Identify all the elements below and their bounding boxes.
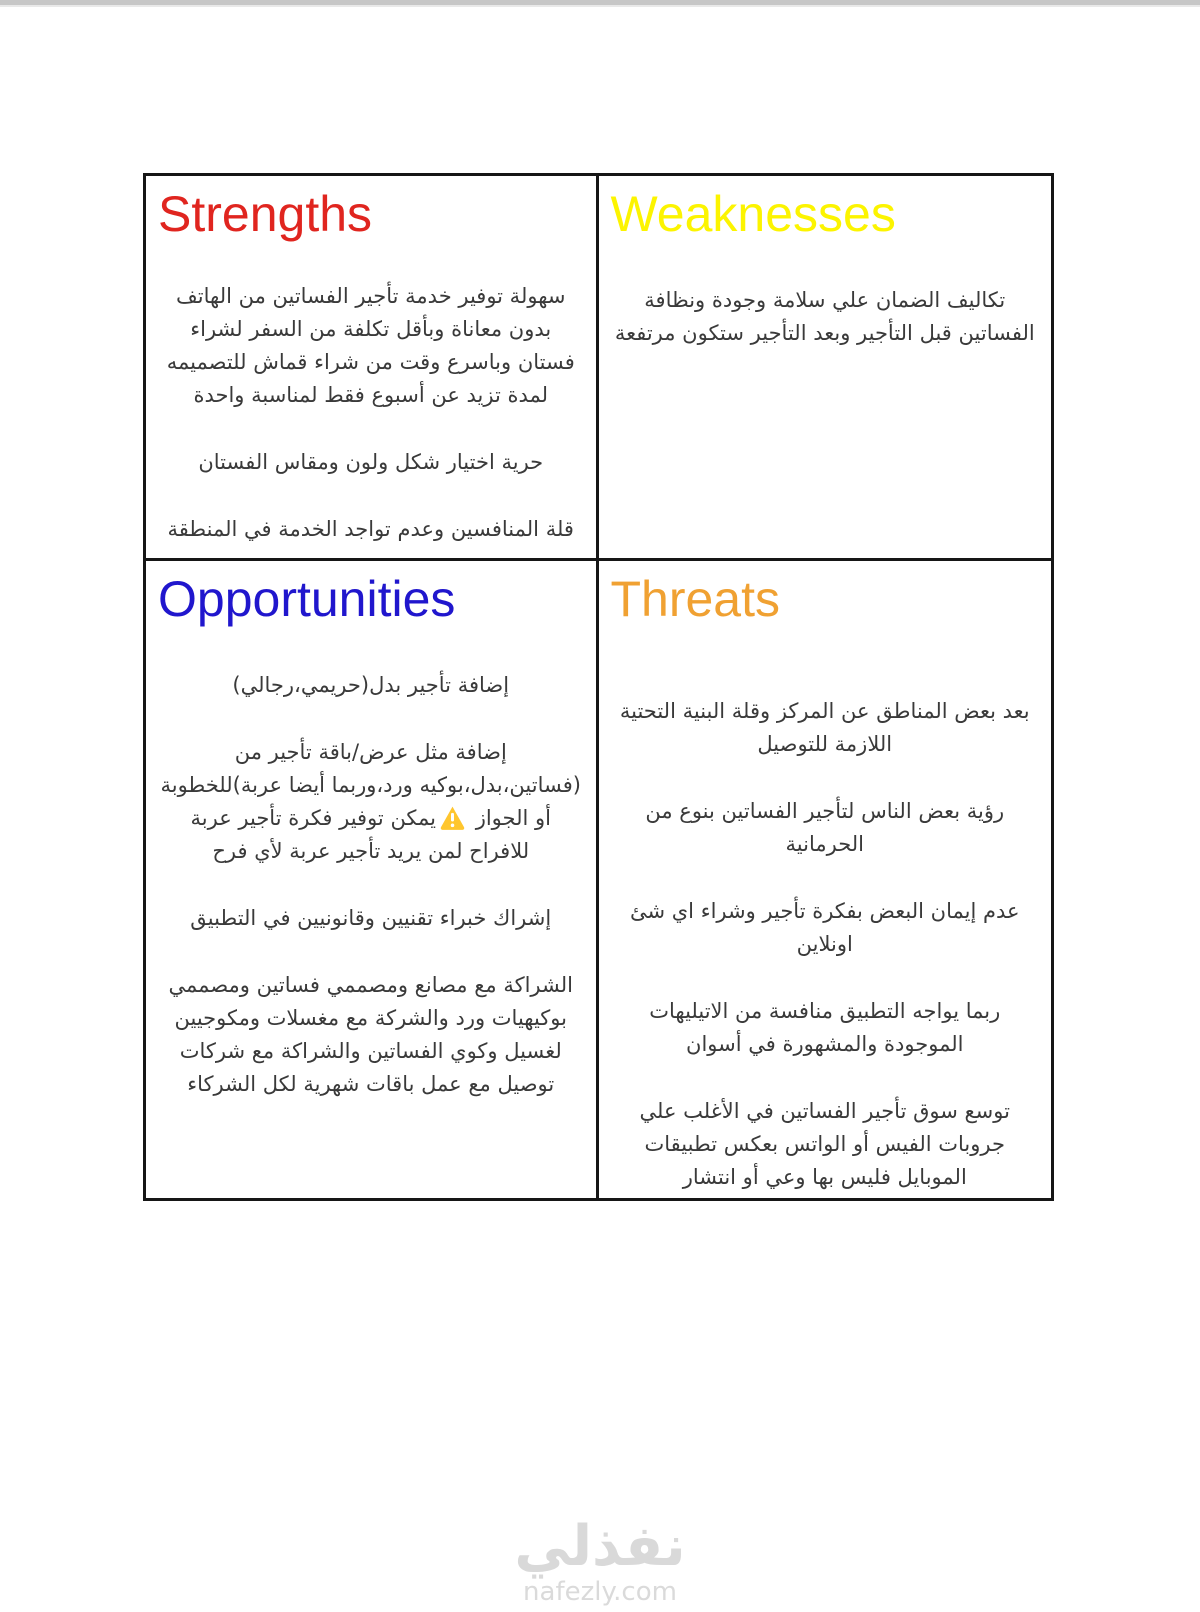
paragraph: إضافة مثل عرض/باقة تأجير من (فساتين،بدل،بوكيه ورد،وربما أيضا عربة)للخطوبة أو الجواز يمكن توفير فكرة تأجير عربة للافراح لمن يريد تأجير عربة لأي فرح — [160, 740, 581, 863]
quadrant-title-strengths: Strengths — [158, 186, 373, 242]
quadrant-strengths — [146, 176, 599, 561]
quadrant-title-threats: Threats — [610, 571, 781, 627]
paragraph: قلة المنافسين وعدم تواجد الخدمة في المنطقة — [167, 517, 574, 541]
swot-table — [143, 173, 1054, 1201]
paragraph: بعد بعض المناطق عن المركز وقلة البنية التحتية اللازمة للتوصيل — [619, 699, 1030, 756]
quadrant-body-threats — [599, 695, 1052, 1194]
warning-icon — [439, 805, 466, 830]
paragraph: إشراك خبراء تقنيين وقانونيين في التطبيق — [190, 906, 552, 930]
quadrant-title-opportunities: Opportunities — [158, 571, 456, 627]
quadrant-threats — [599, 561, 1052, 1198]
quadrant-opportunities — [146, 561, 599, 1198]
paragraph: تكاليف الضمان علي سلامة وجودة ونظافة الفساتين قبل التأجير وبعد التأجير ستكون مرتفعة — [614, 288, 1035, 345]
quadrant-body-opportunities — [146, 669, 596, 1101]
paragraph: الشراكة مع مصانع ومصممي فساتين ومصممي بوكيهيات ورد والشركة مع مغسلات ومكوجيين لغسيل وكوي الفساتين والشراكة مع شركات توصيل مع عمل باقات شهرية لكل الشركاء — [168, 973, 573, 1096]
watermark-logo-text: نفذلي — [514, 1514, 686, 1579]
paragraph: حرية اختيار شكل ولون ومقاس الفستان — [198, 450, 544, 474]
quadrant-body-strengths — [146, 280, 596, 546]
paragraph: ربما يواجه التطبيق منافسة من الاتيليهات الموجودة والمشهورة في أسوان — [649, 999, 1001, 1056]
watermark — [0, 1514, 1200, 1607]
paragraph: عدم إيمان البعض بفكرة تأجير وشراء اي شئ اونلاين — [629, 899, 1020, 956]
top-edge-strip — [0, 0, 1200, 7]
paragraph: سهولة توفير خدمة تأجير الفساتين من الهاتف بدون معاناة وبأقل تكلفة من السفر لشراء فستان وباسرع وقت من شراء قماش للتصميمه لمدة تزيد عن أسبوع فقط لمناسبة واحدة — [166, 284, 575, 407]
quadrant-weaknesses — [599, 176, 1052, 561]
paragraph: إضافة تأجير بدل(حريمي،رجالي) — [232, 673, 510, 697]
watermark-site-text: nafezly.com — [523, 1577, 677, 1607]
paragraph: توسع سوق تأجير الفساتين في الأغلب علي جروبات الفيس أو الواتس بعكس تطبيقات الموبايل فليس بها وعي أو انتشار — [639, 1099, 1010, 1189]
paragraph: رؤية بعض الناس لتأجير الفساتين بنوع من الحرمانية — [645, 799, 1005, 856]
quadrant-body-weaknesses — [599, 284, 1052, 350]
quadrant-title-weaknesses: Weaknesses — [610, 186, 896, 242]
